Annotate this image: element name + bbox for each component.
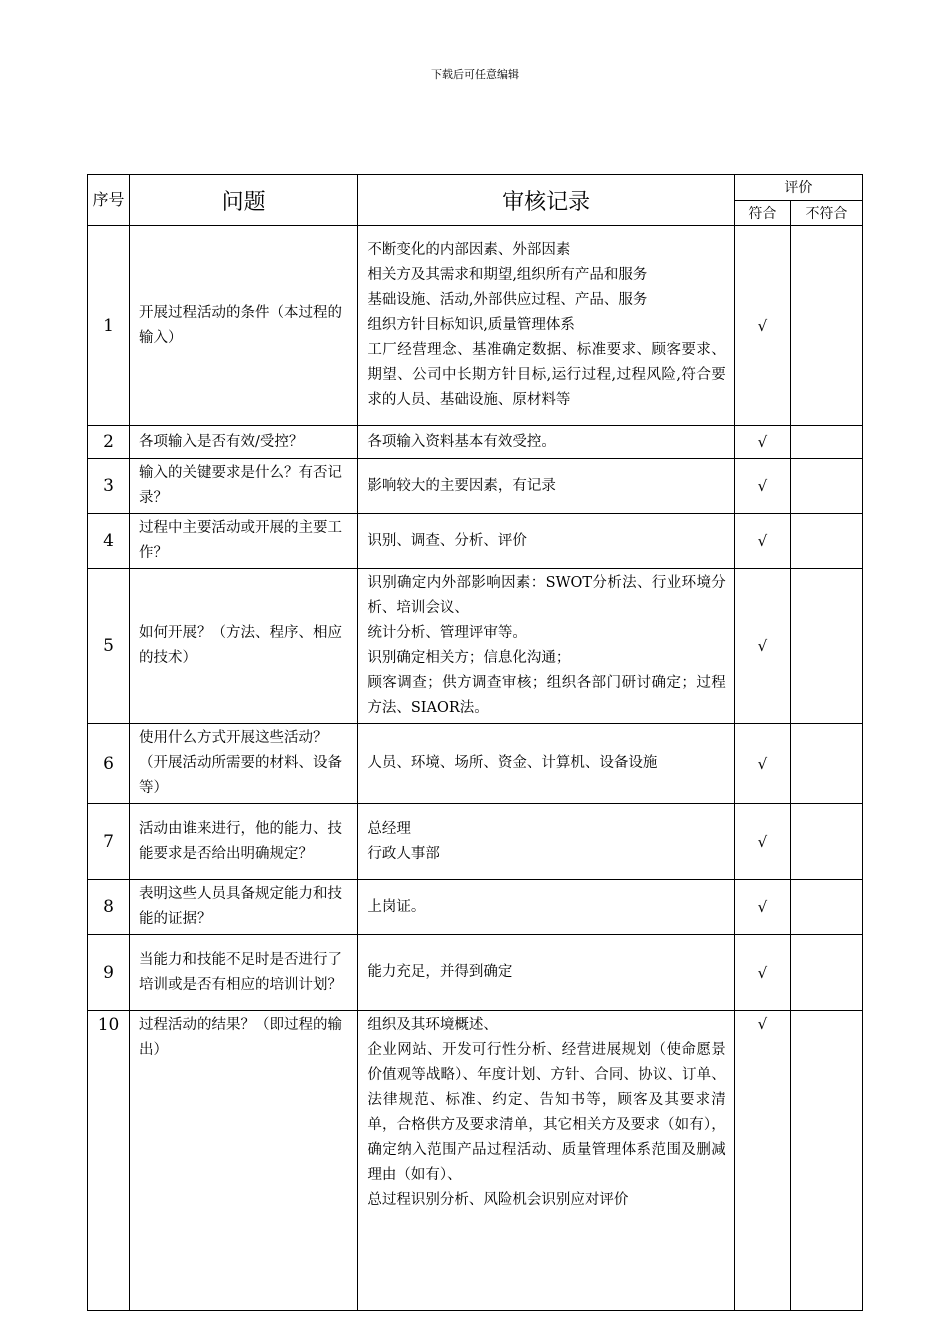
header-note: 下载后可任意编辑 xyxy=(431,68,519,81)
row-record xyxy=(358,426,734,459)
row-question: 如何开展？（方法、程序、相应的技术） xyxy=(130,569,358,724)
record-line: 总过程识别分析、风险机会识别应对评价 xyxy=(367,1192,629,1208)
row-question: 输入的关键要求是什么？有否记录？ xyxy=(130,459,358,514)
row-conform-mark: √ xyxy=(734,426,790,459)
row-record xyxy=(358,514,734,569)
record-line: 识别确定相关方；信息化沟通； xyxy=(367,650,571,666)
table-row xyxy=(88,724,863,804)
row-question: 开展过程活动的条件（本过程的输入） xyxy=(130,226,358,426)
header-record: 审核记录 xyxy=(358,175,734,226)
table-row xyxy=(88,1011,863,1311)
row-nonconform-mark xyxy=(790,935,862,1011)
table-row xyxy=(88,880,863,935)
record-line: 识别、调查、分析、评价 xyxy=(367,532,527,549)
record-line: 基础设施、活动,外部供应过程、产品、服务 xyxy=(367,292,648,308)
row-record xyxy=(358,1011,734,1311)
row-number: 1 xyxy=(88,226,130,426)
table-row xyxy=(88,514,863,569)
record-line: 工厂经营理念、基准确定数据、标准要求、顾客要求、期望、公司中长期方针目标,运行过程,过程风险,符合要求的人员、基础设施、原材料等 xyxy=(367,342,726,408)
record-line: 组织方针目标知识,质量管理体系 xyxy=(367,317,575,333)
record-line: 能力充足，并得到确定 xyxy=(367,964,513,980)
row-number: 4 xyxy=(88,514,130,569)
row-question: 过程中主要活动或开展的主要工作？ xyxy=(130,514,358,569)
header-evaluation: 评价 xyxy=(734,175,862,201)
table-row xyxy=(88,935,863,1011)
table-body xyxy=(88,226,863,1311)
record-line: 行政人事部 xyxy=(367,845,440,862)
row-record xyxy=(358,226,734,426)
row-question: 活动由谁来进行，他的能力、技能要求是否给出明确规定？ xyxy=(130,804,358,880)
row-question: 过程活动的结果？（即过程的输出） xyxy=(130,1011,358,1311)
record-line: 相关方及其需求和期望,组织所有产品和服务 xyxy=(367,267,648,283)
row-record xyxy=(358,880,734,935)
record-line: 人员、环境、场所、资金、计算机、设备设施 xyxy=(367,755,658,771)
header-no: 序号 xyxy=(88,175,130,226)
record-line: 上岗证。 xyxy=(367,898,426,915)
table-row xyxy=(88,426,863,459)
row-nonconform-mark xyxy=(790,459,862,514)
record-line: 识别确定内外部影响因素：SWOT分析法、行业环境分析、培训会议、 xyxy=(367,575,726,616)
row-conform-mark: √ xyxy=(734,514,790,569)
record-line: 影响较大的主要因素，有记录 xyxy=(367,477,556,494)
row-number: 7 xyxy=(88,804,130,880)
row-conform-mark: √ xyxy=(734,880,790,935)
row-number: 5 xyxy=(88,569,130,724)
table-row xyxy=(88,459,863,514)
row-record xyxy=(358,804,734,880)
row-nonconform-mark xyxy=(790,880,862,935)
header-nonconform: 不符合 xyxy=(790,200,862,226)
row-record xyxy=(358,569,734,724)
row-number: 9 xyxy=(88,935,130,1011)
row-conform-mark: √ xyxy=(734,226,790,426)
row-number: 2 xyxy=(88,426,130,459)
row-record xyxy=(358,935,734,1011)
row-question: 各项输入是否有效/受控？ xyxy=(130,426,358,459)
row-question: 表明这些人员具备规定能力和技能的证据？ xyxy=(130,880,358,935)
row-nonconform-mark xyxy=(790,1011,862,1311)
row-number: 8 xyxy=(88,880,130,935)
row-nonconform-mark xyxy=(790,804,862,880)
row-nonconform-mark xyxy=(790,569,862,724)
header-conform: 符合 xyxy=(734,200,790,226)
row-number: 10 xyxy=(88,1011,130,1311)
record-line: 各项输入资料基本有效受控。 xyxy=(367,433,556,450)
row-record xyxy=(358,724,734,804)
header-row xyxy=(88,175,863,201)
row-conform-mark: √ xyxy=(734,459,790,514)
table-row xyxy=(88,804,863,880)
row-number: 3 xyxy=(88,459,130,514)
audit-table xyxy=(87,174,863,1311)
row-conform-mark: √ xyxy=(734,935,790,1011)
record-line: 总经理 xyxy=(367,820,411,837)
record-line: 顾客调查；供方调查审核；组织各部门研讨确定；过程方法、SIAOR法。 xyxy=(367,675,726,716)
row-conform-mark: √ xyxy=(734,804,790,880)
row-question: 当能力和技能不足时是否进行了培训或是否有相应的培训计划？ xyxy=(130,935,358,1011)
row-conform-mark: √ xyxy=(734,724,790,804)
record-line: 组织及其环境概述、 xyxy=(367,1017,498,1033)
table-row xyxy=(88,226,863,426)
row-record xyxy=(358,459,734,514)
row-question: 使用什么方式开展这些活动？（开展活动所需要的材料、设备等） xyxy=(130,724,358,804)
table-row xyxy=(88,569,863,724)
row-nonconform-mark xyxy=(790,226,862,426)
row-conform-mark: √ xyxy=(734,569,790,724)
record-line: 不断变化的内部因素、外部因素 xyxy=(367,242,571,258)
row-number: 6 xyxy=(88,724,130,804)
record-line: 统计分析、管理评审等。 xyxy=(367,625,527,641)
row-nonconform-mark xyxy=(790,514,862,569)
row-nonconform-mark xyxy=(790,724,862,804)
record-line: 企业网站、开发可行性分析、经营进展规划（使命愿景价值观等战略）、年度计划、方针、合同、协议、订单、法律规范、标准、约定、告知书等，顾客及其要求清单，合格供方及要求清单，其它相关方及要求（如有），确定纳入范围产品过程活动、质量管理体系范围及删减理由（如有）、 xyxy=(367,1042,726,1183)
header-question: 问题 xyxy=(130,175,358,226)
row-nonconform-mark xyxy=(790,426,862,459)
row-conform-mark: √ xyxy=(734,1011,790,1311)
